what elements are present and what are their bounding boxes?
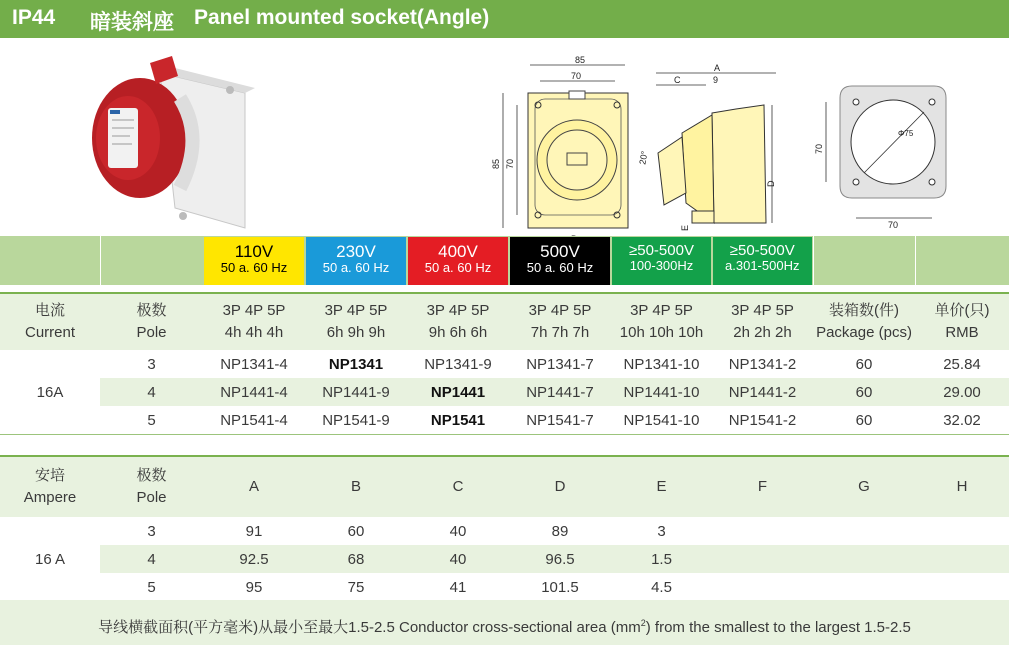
dim-cell	[915, 517, 1009, 545]
header-dim-c: C	[407, 456, 509, 517]
volt-cell	[203, 236, 305, 285]
code-cell: NP1541-7	[526, 411, 594, 429]
header-pole-config: 3P 4P 5P 10h 10h 10h	[611, 293, 712, 350]
dim-cell	[915, 545, 1009, 573]
package-cell: 60	[813, 378, 915, 406]
svg-text:9: 9	[713, 75, 719, 85]
header-dim-f: F	[712, 456, 813, 517]
header-pole: 极数 Pole	[100, 293, 203, 350]
code-cell: NP1341-10	[623, 355, 700, 373]
table-row	[0, 545, 1009, 573]
model-table	[0, 292, 1009, 450]
dim-cell	[712, 545, 813, 573]
voltage-hf1: ≥50-500V 100-300Hz	[612, 237, 711, 285]
model-table-header	[0, 293, 1009, 350]
conductor-note-text: 导线横截面积(平方毫米)从最小至最大1.5-2.5 Conductor cross-sectional area (mm	[98, 619, 641, 636]
svg-text:20°: 20°	[637, 150, 650, 166]
pole-cell: 3	[147, 522, 156, 540]
volt-spacer	[100, 236, 203, 285]
code-cell: NP1541	[430, 411, 486, 429]
header-package: 装箱数(件) Package (pcs)	[813, 293, 915, 350]
code-cell: NP1341	[328, 355, 384, 373]
dim-cell	[813, 545, 915, 573]
dim-cell: 89	[551, 522, 569, 540]
header-price: 单价(只) RMB	[915, 293, 1009, 350]
voltage-hf2: ≥50-500V a.301-500Hz	[713, 237, 812, 285]
header-pole: 极数 Pole	[100, 456, 203, 517]
table-row	[0, 573, 1009, 601]
conductor-note	[0, 600, 1009, 645]
svg-text:70: 70	[888, 220, 899, 230]
header-ampere: 安培 Ampere	[0, 456, 100, 517]
dimension-table-header	[0, 456, 1009, 517]
code-cell: NP1341-9	[424, 355, 492, 373]
dim-cell: 60	[347, 522, 365, 540]
code-cell: NP1541-10	[623, 411, 700, 429]
code-cell: NP1541-4	[220, 411, 288, 429]
voltage-500: 500V 50 a. 60 Hz	[510, 237, 610, 285]
product-drawings	[0, 38, 1009, 236]
svg-text:70: 70	[814, 143, 824, 154]
volt-cell	[509, 236, 611, 285]
svg-text:C: C	[674, 75, 681, 85]
dim-cell: 75	[347, 578, 365, 596]
header-bar	[0, 0, 1009, 38]
ip-rating: IP44	[12, 6, 56, 29]
header-dim-a: A	[203, 456, 305, 517]
svg-text:A: A	[714, 63, 721, 73]
code-cell: NP1441	[407, 378, 509, 406]
dim-cell: 3	[657, 522, 666, 540]
svg-text:85: 85	[491, 158, 501, 169]
pole-cell: 4	[100, 545, 203, 573]
header-pole-config: 3P 4P 5P 6h 9h 9h	[305, 293, 407, 350]
dim-cell: 101.5	[541, 578, 579, 596]
header-dim-g: G	[813, 456, 915, 517]
dim-cell	[712, 573, 813, 601]
dim-cell: 95	[245, 578, 263, 596]
conductor-note-text-end: ) from the smallest to the largest 1.5-2.5	[645, 619, 911, 636]
table-separator	[0, 435, 1009, 451]
header-dim-h: H	[915, 456, 1009, 517]
dim-cell: 4.5	[651, 578, 672, 596]
package-cell: 60	[855, 411, 873, 429]
dim-cell: 96.5	[509, 545, 611, 573]
dim-cell	[915, 573, 1009, 601]
code-cell: NP1341-7	[526, 355, 594, 373]
volt-cell	[611, 236, 712, 285]
volt-spacer	[0, 236, 100, 285]
dim-cell	[813, 517, 915, 545]
code-cell: NP1441-9	[305, 378, 407, 406]
svg-text:D: D	[766, 180, 776, 187]
svg-text:E: E	[680, 224, 690, 231]
volt-spacer	[813, 236, 915, 285]
superscript: 2	[640, 618, 646, 628]
header-current: 电流 Current	[0, 293, 100, 350]
voltage-230: 230V 50 a. 60 Hz	[306, 237, 406, 285]
table-row	[0, 350, 1009, 378]
header-dim-e: E	[611, 456, 712, 517]
price-cell: 25.84	[943, 355, 981, 373]
panel-cutout-drawing	[814, 78, 964, 248]
header-pole-config: 3P 4P 5P 9h 6h 6h	[407, 293, 509, 350]
code-cell: NP1341-4	[220, 355, 288, 373]
svg-text:85: 85	[575, 55, 586, 65]
header-pole-config: 3P 4P 5P 4h 4h 4h	[203, 293, 305, 350]
dim-cell	[813, 573, 915, 601]
price-cell: 32.02	[943, 411, 981, 429]
header-dim-d: D	[509, 456, 611, 517]
ampere-cell: 16 A	[0, 517, 100, 601]
code-cell: NP1441-7	[509, 378, 611, 406]
pole-cell: 4	[100, 378, 203, 406]
pole-cell: 5	[147, 411, 156, 429]
code-cell: NP1441-4	[203, 378, 305, 406]
dim-cell: 41	[449, 578, 467, 596]
table-row	[0, 378, 1009, 406]
header-dim-b: B	[305, 456, 407, 517]
volt-spacer	[915, 236, 1009, 285]
title-cn: 暗装斜座	[90, 11, 174, 34]
header-pole-config: 3P 4P 5P 7h 7h 7h	[509, 293, 611, 350]
title-en: Panel mounted socket(Angle)	[194, 6, 490, 29]
code-cell: NP1341-2	[728, 355, 797, 373]
volt-cell	[712, 236, 813, 285]
code-cell: NP1541-2	[728, 411, 797, 429]
volt-cell	[305, 236, 407, 285]
svg-text:70: 70	[571, 71, 582, 81]
front-view-drawing	[491, 53, 635, 243]
header-pole-config: 3P 4P 5P 2h 2h 2h	[712, 293, 813, 350]
table-row	[0, 406, 1009, 435]
pole-cell: 5	[147, 578, 156, 596]
code-cell: NP1541-9	[322, 411, 390, 429]
dim-cell: 91	[245, 522, 263, 540]
volt-cell	[407, 236, 509, 285]
socket-photo	[80, 38, 280, 236]
package-cell: 60	[855, 355, 873, 373]
side-view-drawing	[636, 53, 776, 243]
code-cell: NP1441-2	[712, 378, 813, 406]
dim-cell	[712, 517, 813, 545]
dim-cell: 68	[305, 545, 407, 573]
price-cell: 29.00	[915, 378, 1009, 406]
svg-text:70: 70	[505, 158, 515, 169]
dim-cell: 92.5	[203, 545, 305, 573]
dimension-table	[0, 455, 1009, 601]
code-cell: NP1441-10	[611, 378, 712, 406]
current-cell: 16A	[0, 350, 100, 435]
dim-cell: 40	[407, 545, 509, 573]
pole-cell: 3	[147, 355, 156, 373]
voltage-band	[0, 236, 1009, 285]
table-row	[0, 517, 1009, 545]
svg-text:Φ75: Φ75	[898, 129, 914, 138]
dim-cell: 1.5	[611, 545, 712, 573]
voltage-400: 400V 50 a. 60 Hz	[408, 237, 508, 285]
dim-cell: 40	[449, 522, 467, 540]
voltage-110: 110V 50 a. 60 Hz	[204, 237, 304, 285]
